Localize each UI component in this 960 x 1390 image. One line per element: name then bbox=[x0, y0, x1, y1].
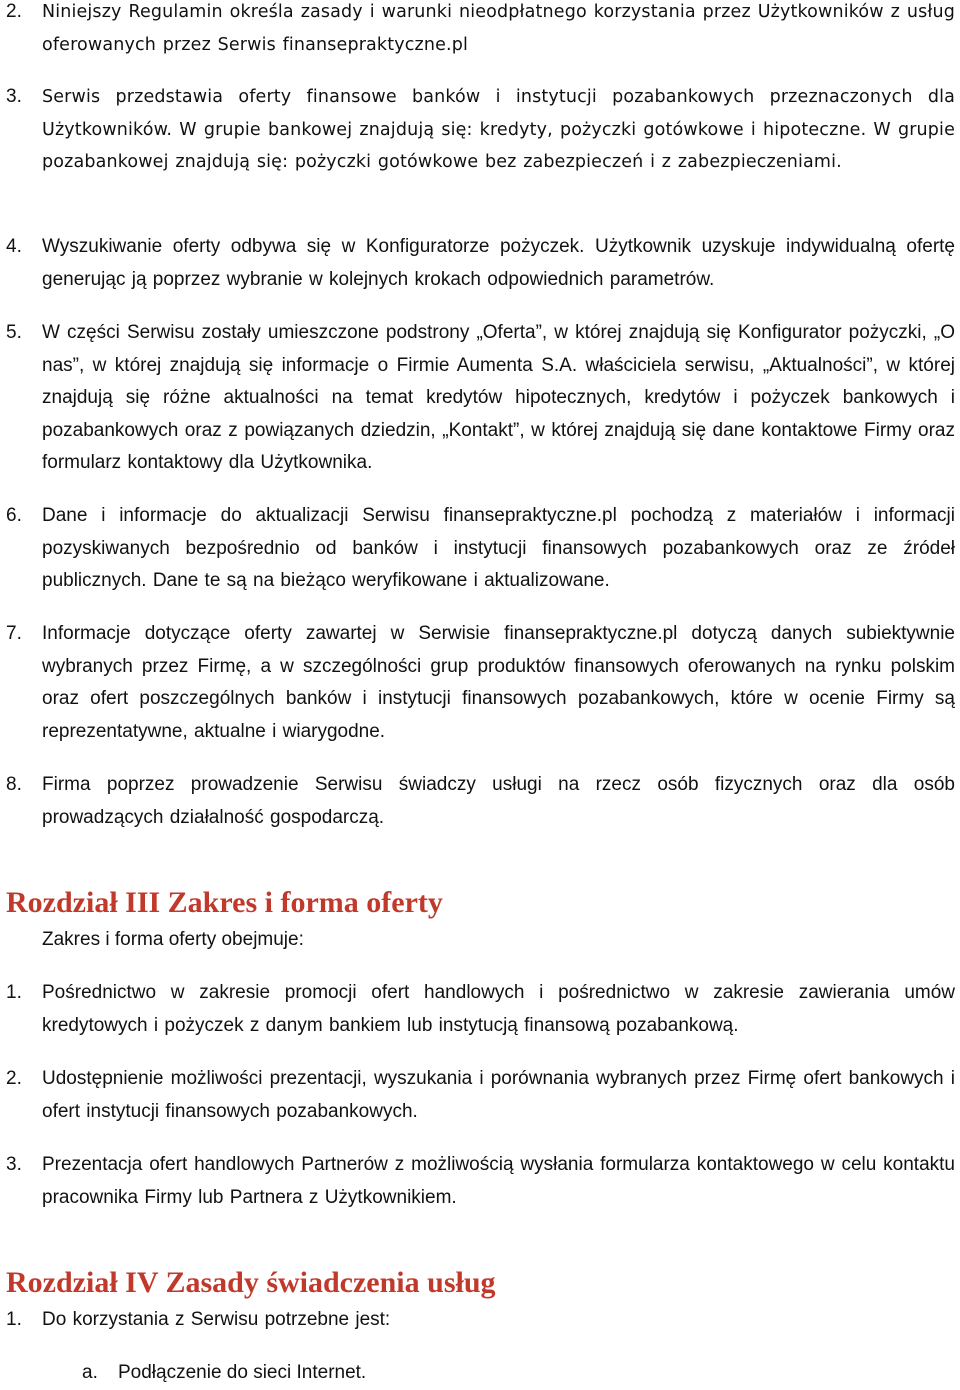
item-text: Pośrednictwo w zakresie promocji ofert handlowych i pośrednictwo w zakresie zawierania umów kredytowych i pożyczek z danym bankiem lub instytucją finansową pozabankową. bbox=[42, 982, 955, 1036]
item-text: Wyszukiwanie oferty odbywa się w Konfiguratorze pożyczek. Użytkownik uzyskuje indywidualną ofertę generując ją poprzez wybranie w kolejnych krokach odpowiednich parametrów. bbox=[42, 236, 955, 290]
chapter-heading: Rozdział IV Zasady świadczenia usług bbox=[6, 1266, 496, 1299]
item-text: Do korzystania z Serwisu potrzebne jest: bbox=[42, 1309, 391, 1330]
chapter-heading: Rozdział III Zakres i forma oferty bbox=[6, 886, 443, 919]
item-text: Udostępnienie możliwości prezentacji, wyszukania i porównania wybranych przez Firmę ofert bankowych i ofert instytucji finansowych pozabankowych. bbox=[42, 1068, 955, 1122]
item-number: 8. bbox=[6, 774, 22, 795]
item-text: Firma poprzez prowadzenie Serwisu świadczy usługi na rzecz osób fizycznych oraz dla osób prowadzących działalność gospodarczą. bbox=[42, 774, 955, 828]
item-text: Serwis przedstawia oferty finansowe banków i instytucji pozabankowych przeznaczonych dla Użytkowników. W grupie bankowej znajdują się: kredyty, pożyczki gotówkowe i hipoteczne. W grupie pozabankowej znajdują się: pożyczki gotówkowe bez zabezpieczeń i z zabezpieczeniami. bbox=[42, 87, 955, 172]
item-number: 2. bbox=[6, 1, 22, 22]
item-text: W części Serwisu zostały umieszczone podstrony „Oferta”, w której znajdują się Konfigurator pożyczki, „O nas”, w której znajdują się informacje o Firmie Aumenta S.A. właściciela serwisu, „Aktualności”, w której znajdują się różne aktualności na temat kredytów hipotecznych, kredytów i pożyczek bankowych i pozabankowych oraz z powiązanych dziedzin, „Kontakt”, w której znajdują się dane kontaktowe Firmy oraz formularz kontaktowy dla Użytkownika. bbox=[42, 322, 955, 473]
subitem-letter: a. bbox=[82, 1362, 98, 1383]
item-number: 1. bbox=[6, 982, 22, 1003]
item-number: 3. bbox=[6, 1154, 22, 1175]
item-number: 4. bbox=[6, 236, 22, 257]
chapter-intro: Zakres i forma oferty obejmuje: bbox=[42, 929, 304, 950]
item-text: Niniejszy Regulamin określa zasady i warunki nieodpłatnego korzystania przez Użytkowników z usług oferowanych przez Serwis finansepraktyczne.pl bbox=[42, 2, 955, 55]
item-number: 3. bbox=[6, 86, 22, 107]
item-number: 6. bbox=[6, 505, 22, 526]
item-text: Prezentacja ofert handlowych Partnerów z możliwością wysłania formularza kontaktowego w celu kontaktu pracownika Firmy lub Partnera z Użytkownikiem. bbox=[42, 1154, 955, 1208]
item-text: Dane i informacje do aktualizacji Serwisu finansepraktyczne.pl pochodzą z materiałów i informacji pozyskiwanych bezpośrednio od banków i instytucji finansowych pozabankowych oraz ze źródeł publicznych. Dane te są na bieżąco weryfikowane i aktualizowane. bbox=[42, 505, 955, 591]
subitem-text: Podłączenie do sieci Internet. bbox=[118, 1362, 367, 1383]
item-number: 1. bbox=[6, 1309, 22, 1330]
item-number: 7. bbox=[6, 623, 22, 644]
item-number: 5. bbox=[6, 322, 22, 343]
item-number: 2. bbox=[6, 1068, 22, 1089]
item-text: Informacje dotyczące oferty zawartej w Serwisie finansepraktyczne.pl dotyczą danych subiektywnie wybranych przez Firmę, a w szczególności grup produktów finansowych oferowanych na rynku polskim oraz ofert poszczególnych banków i instytucji finansowych pozabankowych, które w ocenie Firmy są reprezentatywne, aktualne i wiarygodne. bbox=[42, 623, 955, 742]
